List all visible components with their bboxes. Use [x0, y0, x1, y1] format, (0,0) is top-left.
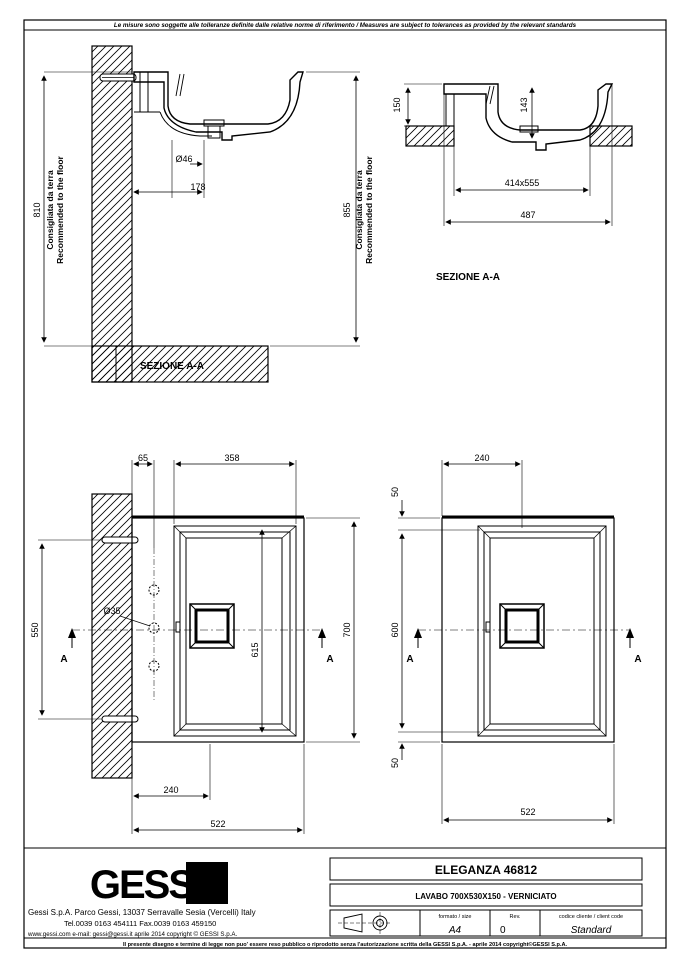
dim-700: 700 [342, 622, 352, 638]
floor-note-en-left: Recommended to the floor [55, 156, 65, 264]
dim-drain-offset: 178 [190, 182, 206, 192]
product-name: ELEGANZA 46812 [434, 863, 538, 877]
footer-legal-note: Il presente disegno e termine di legge non puo' essere reso pubblico o riprodotto senza l'autorizzazione scritta della GESSI S.p.A. - aprile 2014 copyright©GESSI S.p.A. [122, 942, 568, 948]
tolerance-note: Le misure sono soggette alle tolleranze definite dalle relative norme di riferimento / Measures are subject to tolerances as provided by the relevant standards [113, 22, 577, 29]
countertop-left-hatch [406, 126, 454, 146]
section-mark-a-left-2: A [326, 654, 334, 665]
projection-symbol-icon [338, 912, 392, 934]
dim-810: 810 [32, 202, 42, 218]
dim-240-right: 240 [474, 453, 490, 463]
format-label: formato / size [438, 914, 472, 920]
wall-bolt-lower [102, 716, 138, 722]
floor-note-en-right: Recommended to the floor [364, 156, 374, 264]
company-address: Gessi S.p.A. Parco Gessi, 13037 Serravalle Sesia (Vercelli) Italy [28, 908, 256, 917]
revision-label: Rev. [509, 914, 521, 920]
dim-522-left: 522 [210, 819, 226, 829]
top-right-section-view [404, 84, 632, 226]
company-web-email: www.gessi.com e-mail: gessi@gessi.it aprile 2014 copyright © GESSI S.p.A. [28, 931, 238, 938]
basin-inset-outline [444, 84, 612, 150]
wall-hatch [92, 46, 132, 382]
section-mark-a-right-1: A [406, 654, 414, 665]
dim-550: 550 [30, 622, 40, 638]
section-mark-a-right-2: A [634, 654, 642, 665]
bottom-left-plan-view [38, 460, 360, 834]
bottom-right-plan-view [398, 460, 634, 824]
revision-value: 0 [500, 925, 506, 936]
brand-logo-text: GESSI [89, 863, 203, 907]
wall-bolt-upper [102, 537, 138, 543]
dim-50-top: 50 [390, 486, 400, 498]
format-value: A4 [448, 925, 462, 936]
floor-note-it-left: Consigliata da terra [45, 170, 55, 250]
client-code-value: Standard [570, 925, 612, 936]
dim-hole-top: Ø46 [175, 154, 193, 164]
dim-150: 150 [392, 97, 402, 113]
floor-note-it-right: Consigliata da terra [354, 170, 364, 250]
dim-240-left: 240 [163, 785, 179, 795]
dim-600: 600 [390, 622, 400, 638]
dim-487: 487 [520, 210, 536, 220]
product-description: LAVABO 700X530X150 - VERNICIATO [415, 892, 557, 901]
dim-143: 143 [519, 97, 529, 113]
section-label-left: SEZIONE A-A [139, 361, 205, 372]
basin-section-outline [134, 72, 303, 140]
dim-hole-bottom: Ø35 [103, 606, 121, 616]
dim-615: 615 [250, 642, 260, 658]
top-left-section-view [44, 46, 360, 382]
company-phone-fax: Tel.0039 0163 454111 Fax.0039 0163 459150 [64, 919, 217, 928]
client-code-label: codice cliente / client code [558, 914, 624, 920]
dim-cutout: 414x555 [504, 178, 540, 188]
section-mark-a-left-1: A [60, 654, 68, 665]
dim-522-right: 522 [520, 807, 536, 817]
dim-50-bottom: 50 [390, 757, 400, 769]
dim-65: 65 [137, 453, 149, 463]
dim-358: 358 [224, 453, 240, 463]
dim-855: 855 [342, 202, 352, 218]
section-label-right: SEZIONE A-A [435, 272, 501, 283]
